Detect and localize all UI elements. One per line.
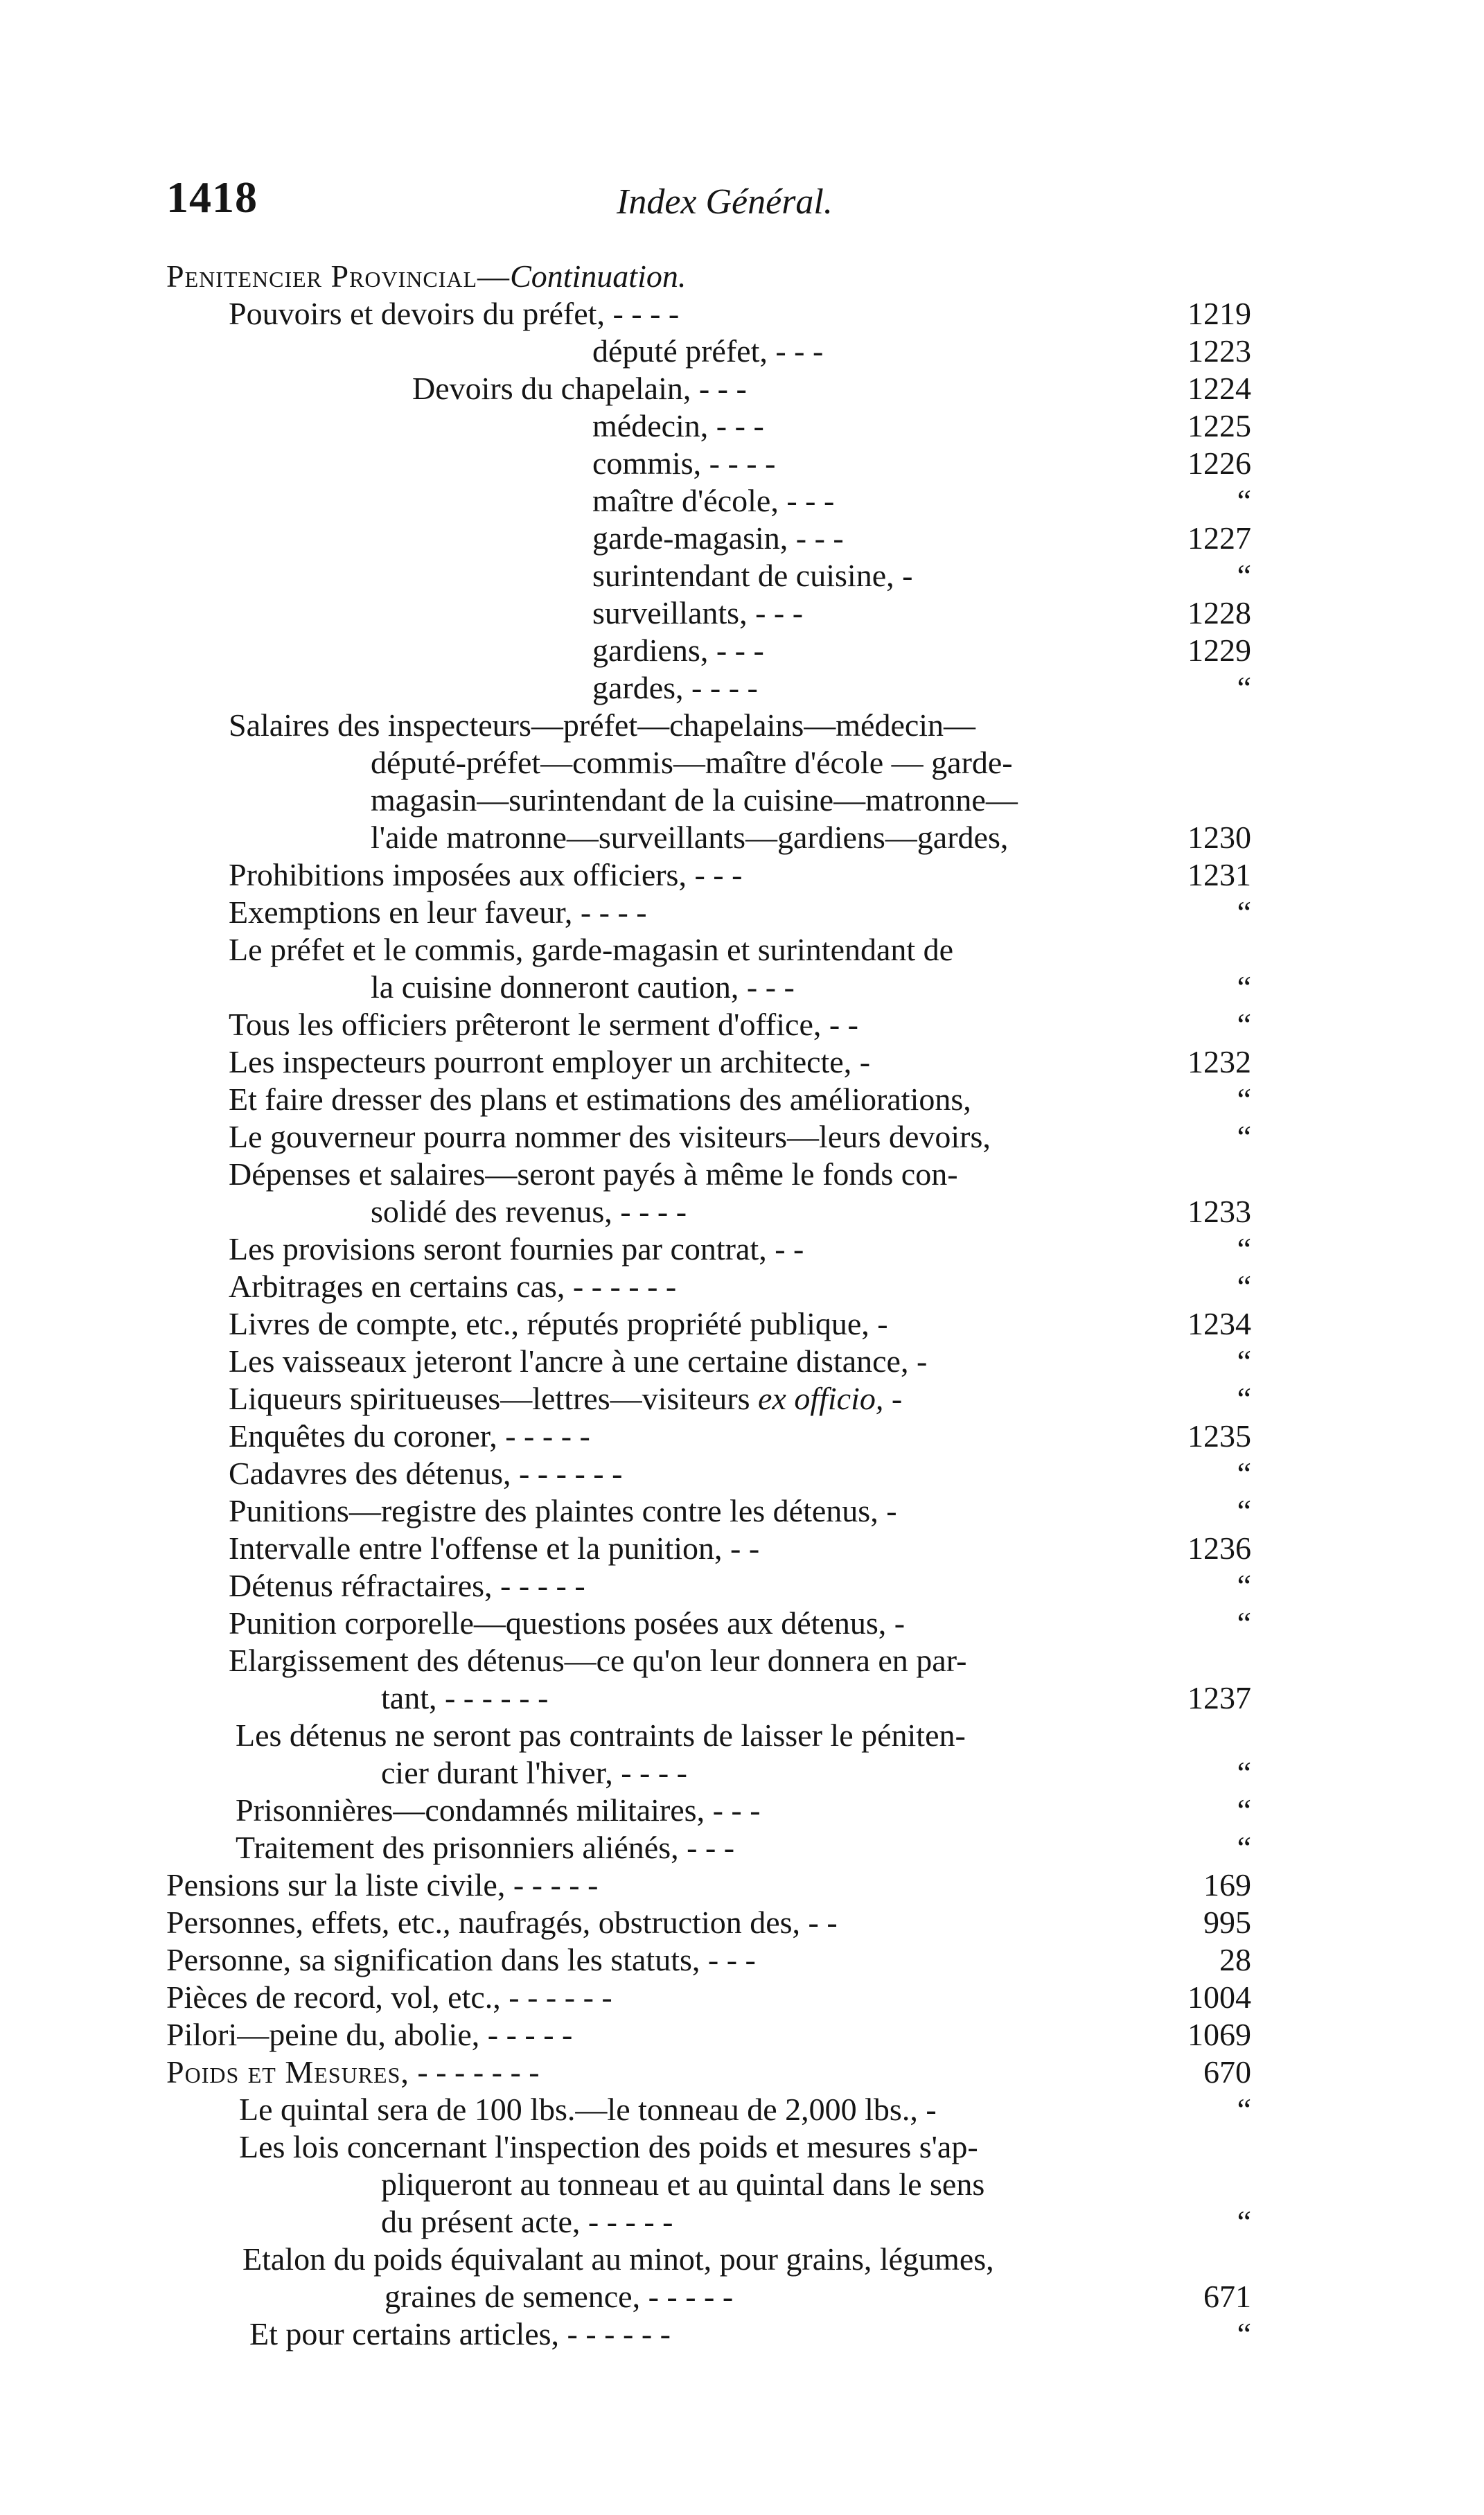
index-entry bbox=[0, 894, 1484, 931]
entry-text: pliqueront au tonneau et au quintal dans le sens bbox=[381, 2167, 985, 2202]
entry-text: Tous les officiers prêteront le serment d'office, - - bbox=[229, 1007, 858, 1042]
index-entry bbox=[0, 707, 1484, 744]
entry-text: Personnes, effets, etc., naufragés, obstruction des, - - bbox=[166, 1905, 838, 1940]
index-entry bbox=[0, 1043, 1484, 1081]
entry-ref: 1219 bbox=[1187, 296, 1251, 331]
index-entry bbox=[0, 445, 1484, 482]
index-entry bbox=[0, 2054, 1484, 2091]
entry-ref: “ bbox=[1237, 1269, 1251, 1304]
entry-ref: “ bbox=[1237, 2316, 1251, 2351]
entry-text: Et pour certains articles, - - - - - - bbox=[249, 2316, 671, 2351]
entry-text: Elargissement des détenus—ce qu'on leur donnera en par- bbox=[229, 1643, 967, 1678]
entry-text: Etalon du poids équivalant au minot, pour grains, légumes, bbox=[242, 2241, 994, 2277]
entry-text: Les inspecteurs pourront employer un architecte, - bbox=[229, 1044, 871, 1079]
entry-text: surveillants, - - - bbox=[592, 595, 804, 630]
entry-ref: 995 bbox=[1203, 1905, 1251, 1940]
entry-ref: 1235 bbox=[1187, 1418, 1251, 1454]
entry-ref: 1227 bbox=[1187, 520, 1251, 556]
entry-ref: “ bbox=[1237, 1605, 1251, 1641]
entry-text: Les détenus ne seront pas contraints de laisser le péniten- bbox=[236, 1718, 966, 1753]
entry-text: gardiens, - - - bbox=[592, 633, 764, 668]
entry-ref: “ bbox=[1237, 2092, 1251, 2127]
entry-ref: 1228 bbox=[1187, 595, 1251, 630]
index-entry bbox=[0, 931, 1484, 969]
index-entry bbox=[0, 1118, 1484, 1156]
entry-ref: “ bbox=[1237, 1381, 1251, 1416]
entry-ref: “ bbox=[1237, 1493, 1251, 1528]
entry-ref: 1236 bbox=[1187, 1530, 1251, 1566]
index-entry bbox=[0, 370, 1484, 407]
entry-ref: 1224 bbox=[1187, 371, 1251, 406]
entry-text: député-préfet—commis—maître d'école — garde- bbox=[371, 745, 1013, 780]
entry-ref: “ bbox=[1237, 1792, 1251, 1828]
index-entry bbox=[0, 1679, 1484, 1717]
entry-text: maître d'école, - - - bbox=[592, 483, 835, 518]
index-entry bbox=[0, 744, 1484, 782]
entry-text: Pensions sur la liste civile, - - - - - bbox=[166, 1867, 599, 1903]
index-entry bbox=[0, 819, 1484, 856]
entry-text: Enquêtes du coroner, - - - - - bbox=[229, 1418, 590, 1454]
index-entry bbox=[0, 2128, 1484, 2166]
index-entry bbox=[0, 1941, 1484, 1979]
index-entry bbox=[0, 520, 1484, 557]
entry-text: Punition corporelle—questions posées aux détenus, - bbox=[229, 1605, 906, 1641]
entry-text: Cadavres des détenus, - - - - - - bbox=[229, 1456, 623, 1491]
entry-ref: 1230 bbox=[1187, 820, 1251, 855]
entry-text: Pouvoirs et devoirs du préfet, - - - - bbox=[229, 296, 680, 331]
entry-text: garde-magasin, - - - bbox=[592, 520, 844, 556]
entry-text: tant, - - - - - - bbox=[381, 1680, 549, 1715]
index-entry bbox=[0, 333, 1484, 370]
entry-text: Prisonnières—condamnés militaires, - - - bbox=[236, 1792, 761, 1828]
entry-ref: “ bbox=[1237, 1119, 1251, 1154]
entry-italic: ex officio, bbox=[758, 1381, 884, 1416]
entry-text: médecin, - - - bbox=[592, 408, 764, 443]
entry-text: Prohibitions imposées aux officiers, - - - bbox=[229, 857, 743, 892]
index-entry bbox=[0, 856, 1484, 894]
entry-text: Les lois concernant l'inspection des poids et mesures s'ap- bbox=[239, 2129, 978, 2164]
entry-text: Et faire dresser des plans et estimations des améliorations, bbox=[229, 1082, 971, 1117]
index-entry bbox=[0, 1230, 1484, 1268]
index-entry bbox=[0, 1455, 1484, 1492]
index-entry bbox=[0, 557, 1484, 594]
entry-ref: “ bbox=[1237, 894, 1251, 930]
entry-ref: 1233 bbox=[1187, 1194, 1251, 1229]
entry-ref: “ bbox=[1237, 2204, 1251, 2239]
index-entry bbox=[0, 1754, 1484, 1792]
index-entry bbox=[0, 2278, 1484, 2315]
entry-text: Devoirs du chapelain, - - - bbox=[412, 371, 747, 406]
index-entry bbox=[0, 1717, 1484, 1754]
entry-text: Arbitrages en certains cas, - - - - - - bbox=[229, 1269, 677, 1304]
entry-text: Punitions—registre des plaintes contre les détenus, - bbox=[229, 1493, 897, 1528]
entry-text: surintendant de cuisine, - bbox=[592, 558, 913, 593]
entry-text: Salaires des inspecteurs—préfet—chapelains—médecin— bbox=[229, 707, 976, 743]
index-entry bbox=[0, 1492, 1484, 1530]
entry-text: graines de semence, - - - - - bbox=[385, 2279, 734, 2314]
entry-text: gardes, - - - - bbox=[592, 670, 758, 705]
index-entry bbox=[0, 632, 1484, 669]
entry-ref: 1226 bbox=[1187, 445, 1251, 481]
index-entry bbox=[0, 1193, 1484, 1230]
index-entry bbox=[0, 1268, 1484, 1305]
index-entry bbox=[0, 1530, 1484, 1567]
entry-ref: 28 bbox=[1219, 1942, 1251, 1977]
index-entry bbox=[0, 1642, 1484, 1679]
index-entry bbox=[0, 1829, 1484, 1867]
page-header bbox=[0, 0, 1484, 236]
entry-text: Traitement des prisonniers aliénés, - - - bbox=[236, 1830, 735, 1865]
entry-text: Dépenses et salaires—seront payés à même le fonds con- bbox=[229, 1156, 958, 1192]
index-entry bbox=[0, 1006, 1484, 1043]
entry-ref: “ bbox=[1237, 969, 1251, 1005]
entry-ref: 1229 bbox=[1187, 633, 1251, 668]
index-entry bbox=[0, 2091, 1484, 2128]
entry-ref: “ bbox=[1237, 1830, 1251, 1865]
index-entry bbox=[0, 1343, 1484, 1380]
entry-leader: - - - - - - - bbox=[409, 2054, 540, 2090]
entry-text: Les provisions seront fournies par contrat, - - bbox=[229, 1231, 804, 1267]
index-heading bbox=[0, 258, 1484, 295]
entry-ref: “ bbox=[1237, 1231, 1251, 1267]
index-entry bbox=[0, 1792, 1484, 1829]
index-entry bbox=[0, 1605, 1484, 1642]
entry-text: Liqueurs spiritueuses—lettres—visiteurs bbox=[229, 1381, 758, 1416]
entry-ref: 1234 bbox=[1187, 1306, 1251, 1341]
index-entry bbox=[0, 1904, 1484, 1941]
entry-text: Les vaisseaux jeteront l'ancre à une certaine distance, - bbox=[229, 1343, 928, 1379]
entry-text: l'aide matronne—surveillants—gardiens—gardes, bbox=[371, 820, 1009, 855]
index-entry bbox=[0, 1567, 1484, 1605]
entry-text: commis, - - - - bbox=[592, 445, 776, 481]
entry-text: la cuisine donneront caution, - - - bbox=[371, 969, 795, 1005]
index-entry bbox=[0, 1380, 1484, 1418]
index-entry bbox=[0, 2241, 1484, 2278]
entry-ref: “ bbox=[1237, 1755, 1251, 1790]
entry-ref: 1004 bbox=[1187, 1979, 1251, 2015]
entry-text: Pièces de record, vol, etc., - - - - - - bbox=[166, 1979, 612, 2015]
index-entry bbox=[0, 969, 1484, 1006]
entry-text: Le quintal sera de 100 lbs.—le tonneau de 2,000 lbs., - bbox=[239, 2092, 937, 2127]
heading-continuation: Continuation. bbox=[510, 258, 687, 294]
entry-ref: “ bbox=[1237, 1007, 1251, 1042]
index-entry bbox=[0, 1081, 1484, 1118]
entry-ref: 1069 bbox=[1187, 2017, 1251, 2052]
entry-text: Personne, sa signification dans les statuts, - - - bbox=[166, 1942, 756, 1977]
page-number: 1418 bbox=[166, 173, 258, 222]
entry-ref: “ bbox=[1237, 483, 1251, 518]
index-entry bbox=[0, 2315, 1484, 2353]
entry-text: magasin—surintendant de la cuisine—matronne— bbox=[371, 782, 1018, 818]
entry-ref: 1237 bbox=[1187, 1680, 1251, 1715]
entry-text: Détenus réfractaires, - - - - - bbox=[229, 1568, 585, 1603]
entry-ref: 1225 bbox=[1187, 408, 1251, 443]
index-entry bbox=[0, 482, 1484, 520]
index-entry bbox=[0, 295, 1484, 333]
index-entry bbox=[0, 1156, 1484, 1193]
entry-text: député préfet, - - - bbox=[592, 333, 824, 369]
index-entry bbox=[0, 407, 1484, 445]
index-entry bbox=[0, 2016, 1484, 2054]
index-entry bbox=[0, 2203, 1484, 2241]
entry-ref: “ bbox=[1237, 670, 1251, 705]
entry-ref: 1223 bbox=[1187, 333, 1251, 369]
entry-text: solidé des revenus, - - - - bbox=[371, 1194, 687, 1229]
entry-ref: “ bbox=[1237, 1082, 1251, 1117]
entry-text: Poids et Mesures, bbox=[166, 2054, 409, 2090]
entry-text: du présent acte, - - - - - bbox=[381, 2204, 673, 2239]
index-entry bbox=[0, 2166, 1484, 2203]
index-entry bbox=[0, 669, 1484, 707]
index-entry bbox=[0, 1305, 1484, 1343]
entry-leader: - bbox=[883, 1381, 903, 1416]
entry-ref: “ bbox=[1237, 1343, 1251, 1379]
entry-text: Pilori—peine du, abolie, - - - - - bbox=[166, 2017, 573, 2052]
entry-text: cier durant l'hiver, - - - - bbox=[381, 1755, 687, 1790]
entry-ref: 1231 bbox=[1187, 857, 1251, 892]
entry-ref: 671 bbox=[1203, 2279, 1251, 2314]
entry-ref: 169 bbox=[1203, 1867, 1251, 1903]
running-head: Index Général. bbox=[617, 182, 833, 222]
entry-ref: “ bbox=[1237, 558, 1251, 593]
entry-text: Le gouverneur pourra nommer des visiteurs—leurs devoirs, bbox=[229, 1119, 991, 1154]
index-entry bbox=[0, 782, 1484, 819]
entry-ref: “ bbox=[1237, 1456, 1251, 1491]
index-entry bbox=[0, 1979, 1484, 2016]
entry-ref: 1232 bbox=[1187, 1044, 1251, 1079]
entry-text: Exemptions en leur faveur, - - - - bbox=[229, 894, 647, 930]
entry-text: Livres de compte, etc., réputés propriété publique, - bbox=[229, 1306, 888, 1341]
heading-text: Penitencier Provincial— bbox=[166, 258, 511, 294]
index-entry bbox=[0, 1867, 1484, 1904]
index-entry bbox=[0, 594, 1484, 632]
entry-text: Intervalle entre l'offense et la punition, - - bbox=[229, 1530, 760, 1566]
entry-ref: 670 bbox=[1203, 2054, 1251, 2090]
entry-text: Le préfet et le commis, garde-magasin et surintendant de bbox=[229, 932, 954, 967]
index-entry bbox=[0, 1418, 1484, 1455]
entry-ref: “ bbox=[1237, 1568, 1251, 1603]
